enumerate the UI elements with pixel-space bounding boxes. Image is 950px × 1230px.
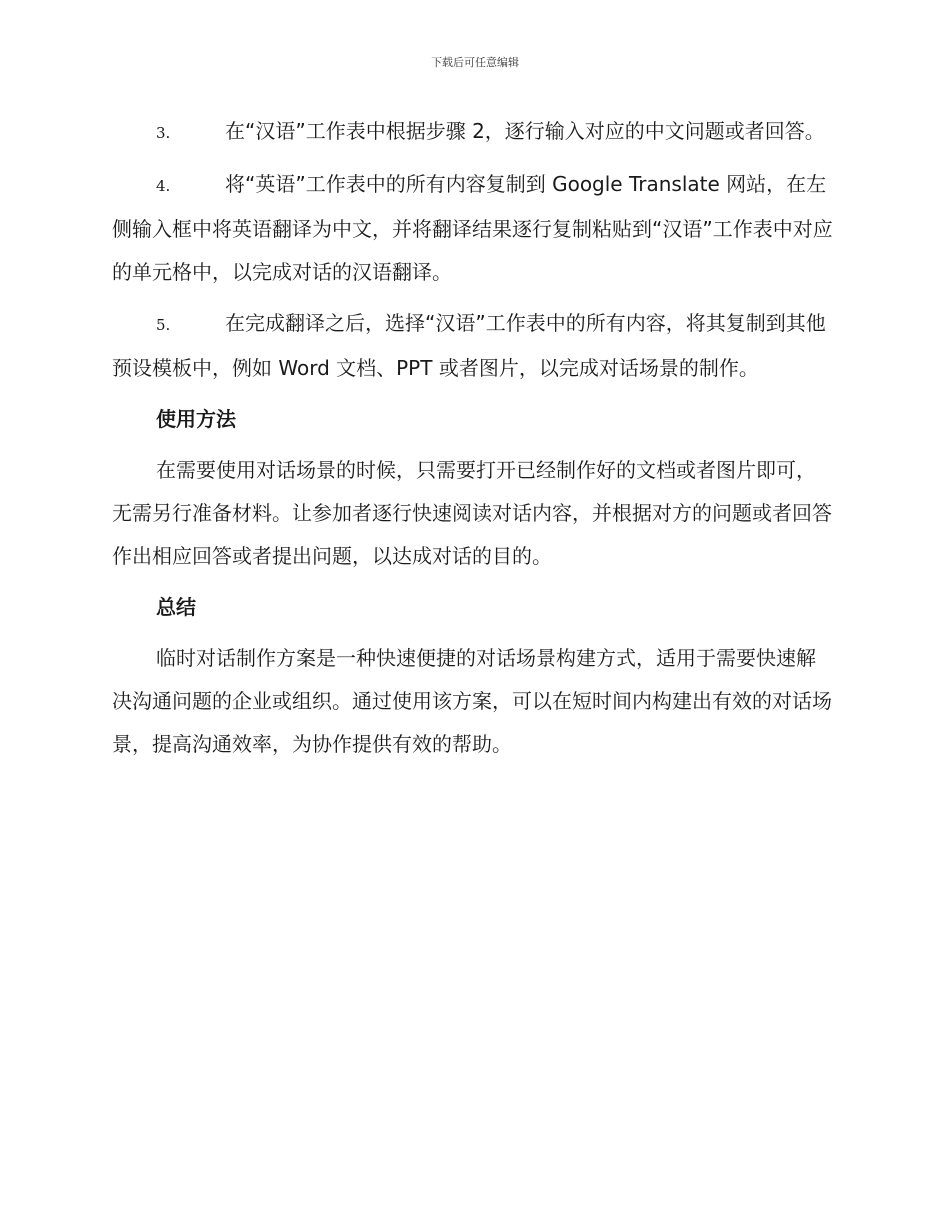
usage-paragraph: 在需要使用对话场景的时候，只需要打开已经制作好的文档或者图片即可，无需另行准备材料。让参加者逐行快速阅读对话内容，并根据对方的问题或者回答作出相应回答或者提出问题，以达成对话的目的。 — [112, 458, 832, 568]
step-text: 在完成翻译之后，选择“汉语”工作表中的所有内容，将其复制到其他预设模板中，例如 Word 文档、PPT 或者图片，以完成对话场景的制作。 — [112, 311, 826, 380]
step-item-4 — [112, 163, 834, 294]
step-item-5 — [112, 302, 834, 390]
step-item-3 — [112, 110, 834, 155]
summary-paragraph: 临时对话制作方案是一种快速便捷的对话场景构建方式，适用于需要快速解决沟通问题的企业或组织。通过使用该方案，可以在短时间内构建出有效的对话场景，提高沟通效率，为协作提供有效的帮助。 — [112, 646, 832, 756]
step-number: 3. — [156, 124, 171, 142]
step-number: 5. — [156, 316, 171, 334]
page-header: 下载后可任意编辑 — [431, 56, 519, 69]
usage-heading: 使用方法 — [156, 407, 236, 431]
step-text: 将“英语”工作表中的所有内容复制到 Google Translate 网站，在左侧输入框中将英语翻译为中文，并将翻译结果逐行复制粘贴到“汉语”工作表中对应的单元格中，以完成对话的汉语翻译。 — [112, 172, 833, 284]
document-body — [112, 110, 834, 774]
step-number: 4. — [156, 177, 171, 195]
summary-heading: 总结 — [156, 595, 196, 619]
step-text: 在“汉语”工作表中根据步骤 2，逐行输入对应的中文问题或者回答。 — [225, 119, 825, 143]
